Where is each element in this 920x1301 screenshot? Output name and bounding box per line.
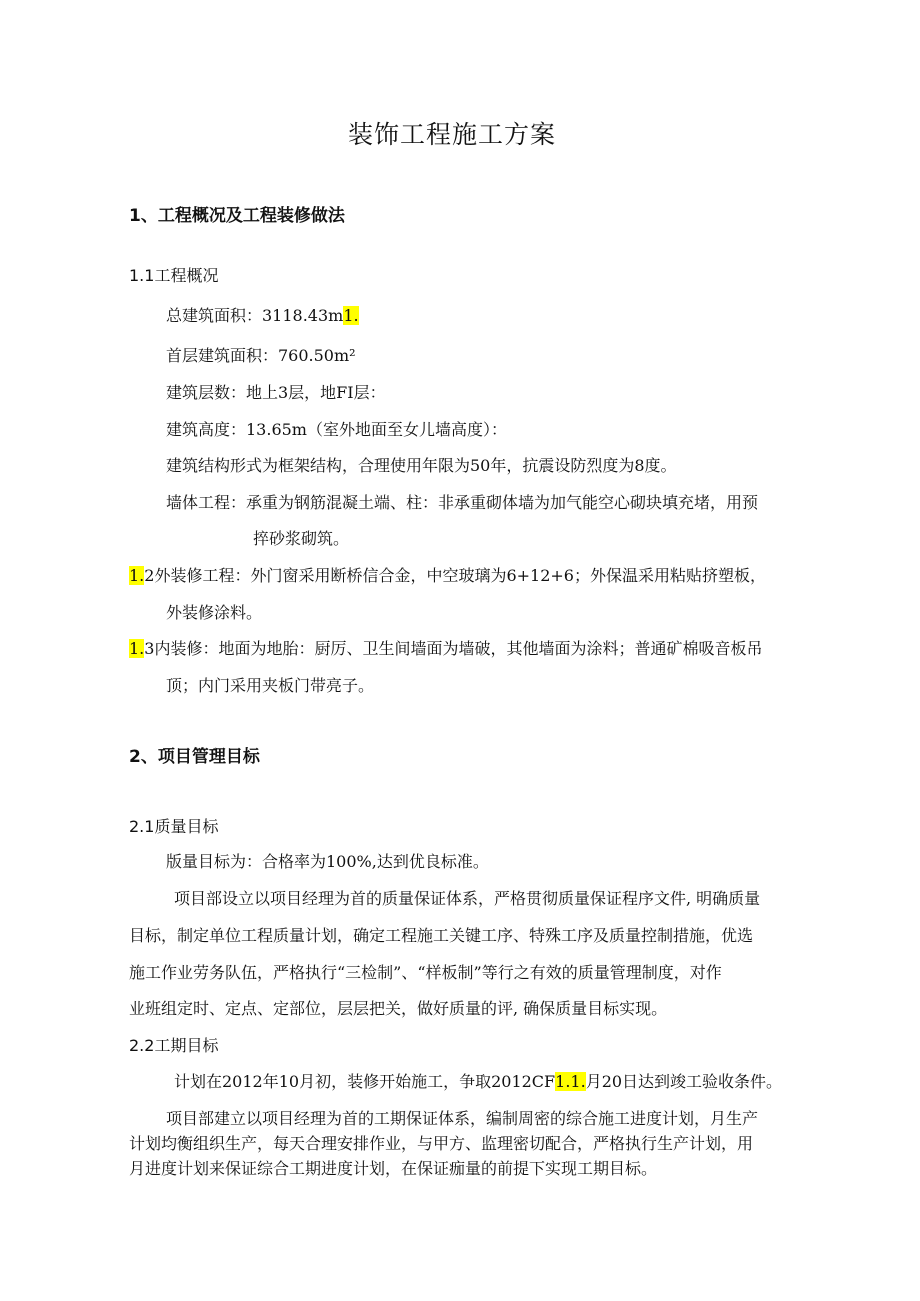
section-1-2-continuation: 外装修涂料。 [166,603,263,622]
wall-line-2: 捽砂浆砌筑。 [253,529,350,548]
highlight-mark: 1. [343,306,359,325]
schedule-paragraph-line-1: 项目部建立以项目经理为首的工期保证体系，编制周密的综合施工进度计划，月生产 [166,1109,759,1128]
section-1-1-heading [129,265,218,287]
structure-line: 建筑结构形式为框架结构，合理使用年限为50年，抗震设防烈度为8度。 [166,456,677,475]
schedule-paragraph-line-3: 月进度计划来保证综合工期进度计划，在保证痂量的前提下实现工期目标。 [129,1159,658,1178]
section-1-1-heading-text: 1.1工程概况 [129,266,219,285]
section-1-3-text: 3内装修：地面为地胎：厨厉、卫生间墙面为墙破，其他墙面为涂料；普通矿棉吸音板吊 [144,639,763,658]
highlight-mark: 1. [129,639,145,658]
schedule-paragraph-line-2: 计划均衡组织生产，每天合理安排作业，与甲方、监理密切配合，严格执行生产计划，用 [129,1134,754,1153]
section-2-1-heading-text: 2.1质量目标 [129,817,219,836]
quality-paragraph-line-3: 施工作业劳务队伍，严格执行“三检制”、“样板制”等行之有效的质量管理制度，对作 [129,963,722,982]
total-area-line [166,305,359,327]
section-1-heading: 1、工程概况及工程装修做法 [129,206,345,226]
highlight-mark: 1.1. [555,1072,586,1091]
section-1-2-line [129,565,766,587]
floor-count-line: 建筑层数：地上3层，地FI层： [166,383,386,402]
quality-paragraph-line-4: 业班组定时、定点、定部位，层层把关，做好质量的评, 确保质量目标实现。 [129,999,668,1018]
schedule-target-pre: 计划在2012年10月初，装修开始施工，争取2012CF [174,1072,556,1091]
section-2-heading: 2、项目管理目标 [129,747,260,767]
quality-paragraph-line-2: 目标，制定单位工程质量计划，确定工程施工关键工序、特殊工序及质量控制措施，优选 [129,926,754,945]
section-1-3-line [129,638,762,660]
wall-line-1: 墙体工程：承重为钢筋混凝土端、柱：非承重砌体墙为加气能空心砌块填充堵，用预 [166,493,759,512]
first-floor-area-line: 首层建筑面积：760.50m² [166,346,356,365]
schedule-target-line [174,1071,782,1093]
section-1-2-text: 2外装修工程：外门窗采用断桥信合金，中空玻璃为6+12+6；外保温采用粘贴挤塑板， [144,566,766,585]
schedule-target-post: 月20日达到竣工验收条件。 [585,1072,783,1091]
section-2-1-heading [129,816,218,838]
quality-paragraph-line-1: 项目部设立以项目经理为首的质量保证体系，严格贯彻质量保证程序文件, 明确质量 [174,889,761,908]
document-title: 装饰工程施工方案 [348,120,557,149]
quality-target-line: 版量目标为：合格率为100%,达到优良标准。 [166,852,489,871]
section-2-2-heading [129,1035,218,1057]
section-1-3-continuation: 顶；内门采用夹板门带亮子。 [166,676,375,695]
total-area-text: 总建筑面积：3118.43m [166,306,344,325]
highlight-mark: 1. [129,566,145,585]
section-2-2-heading-text: 2.2工期目标 [129,1036,219,1055]
building-height-line: 建筑高度：13.65m（室外地面至女儿墙高度）： [166,420,507,439]
